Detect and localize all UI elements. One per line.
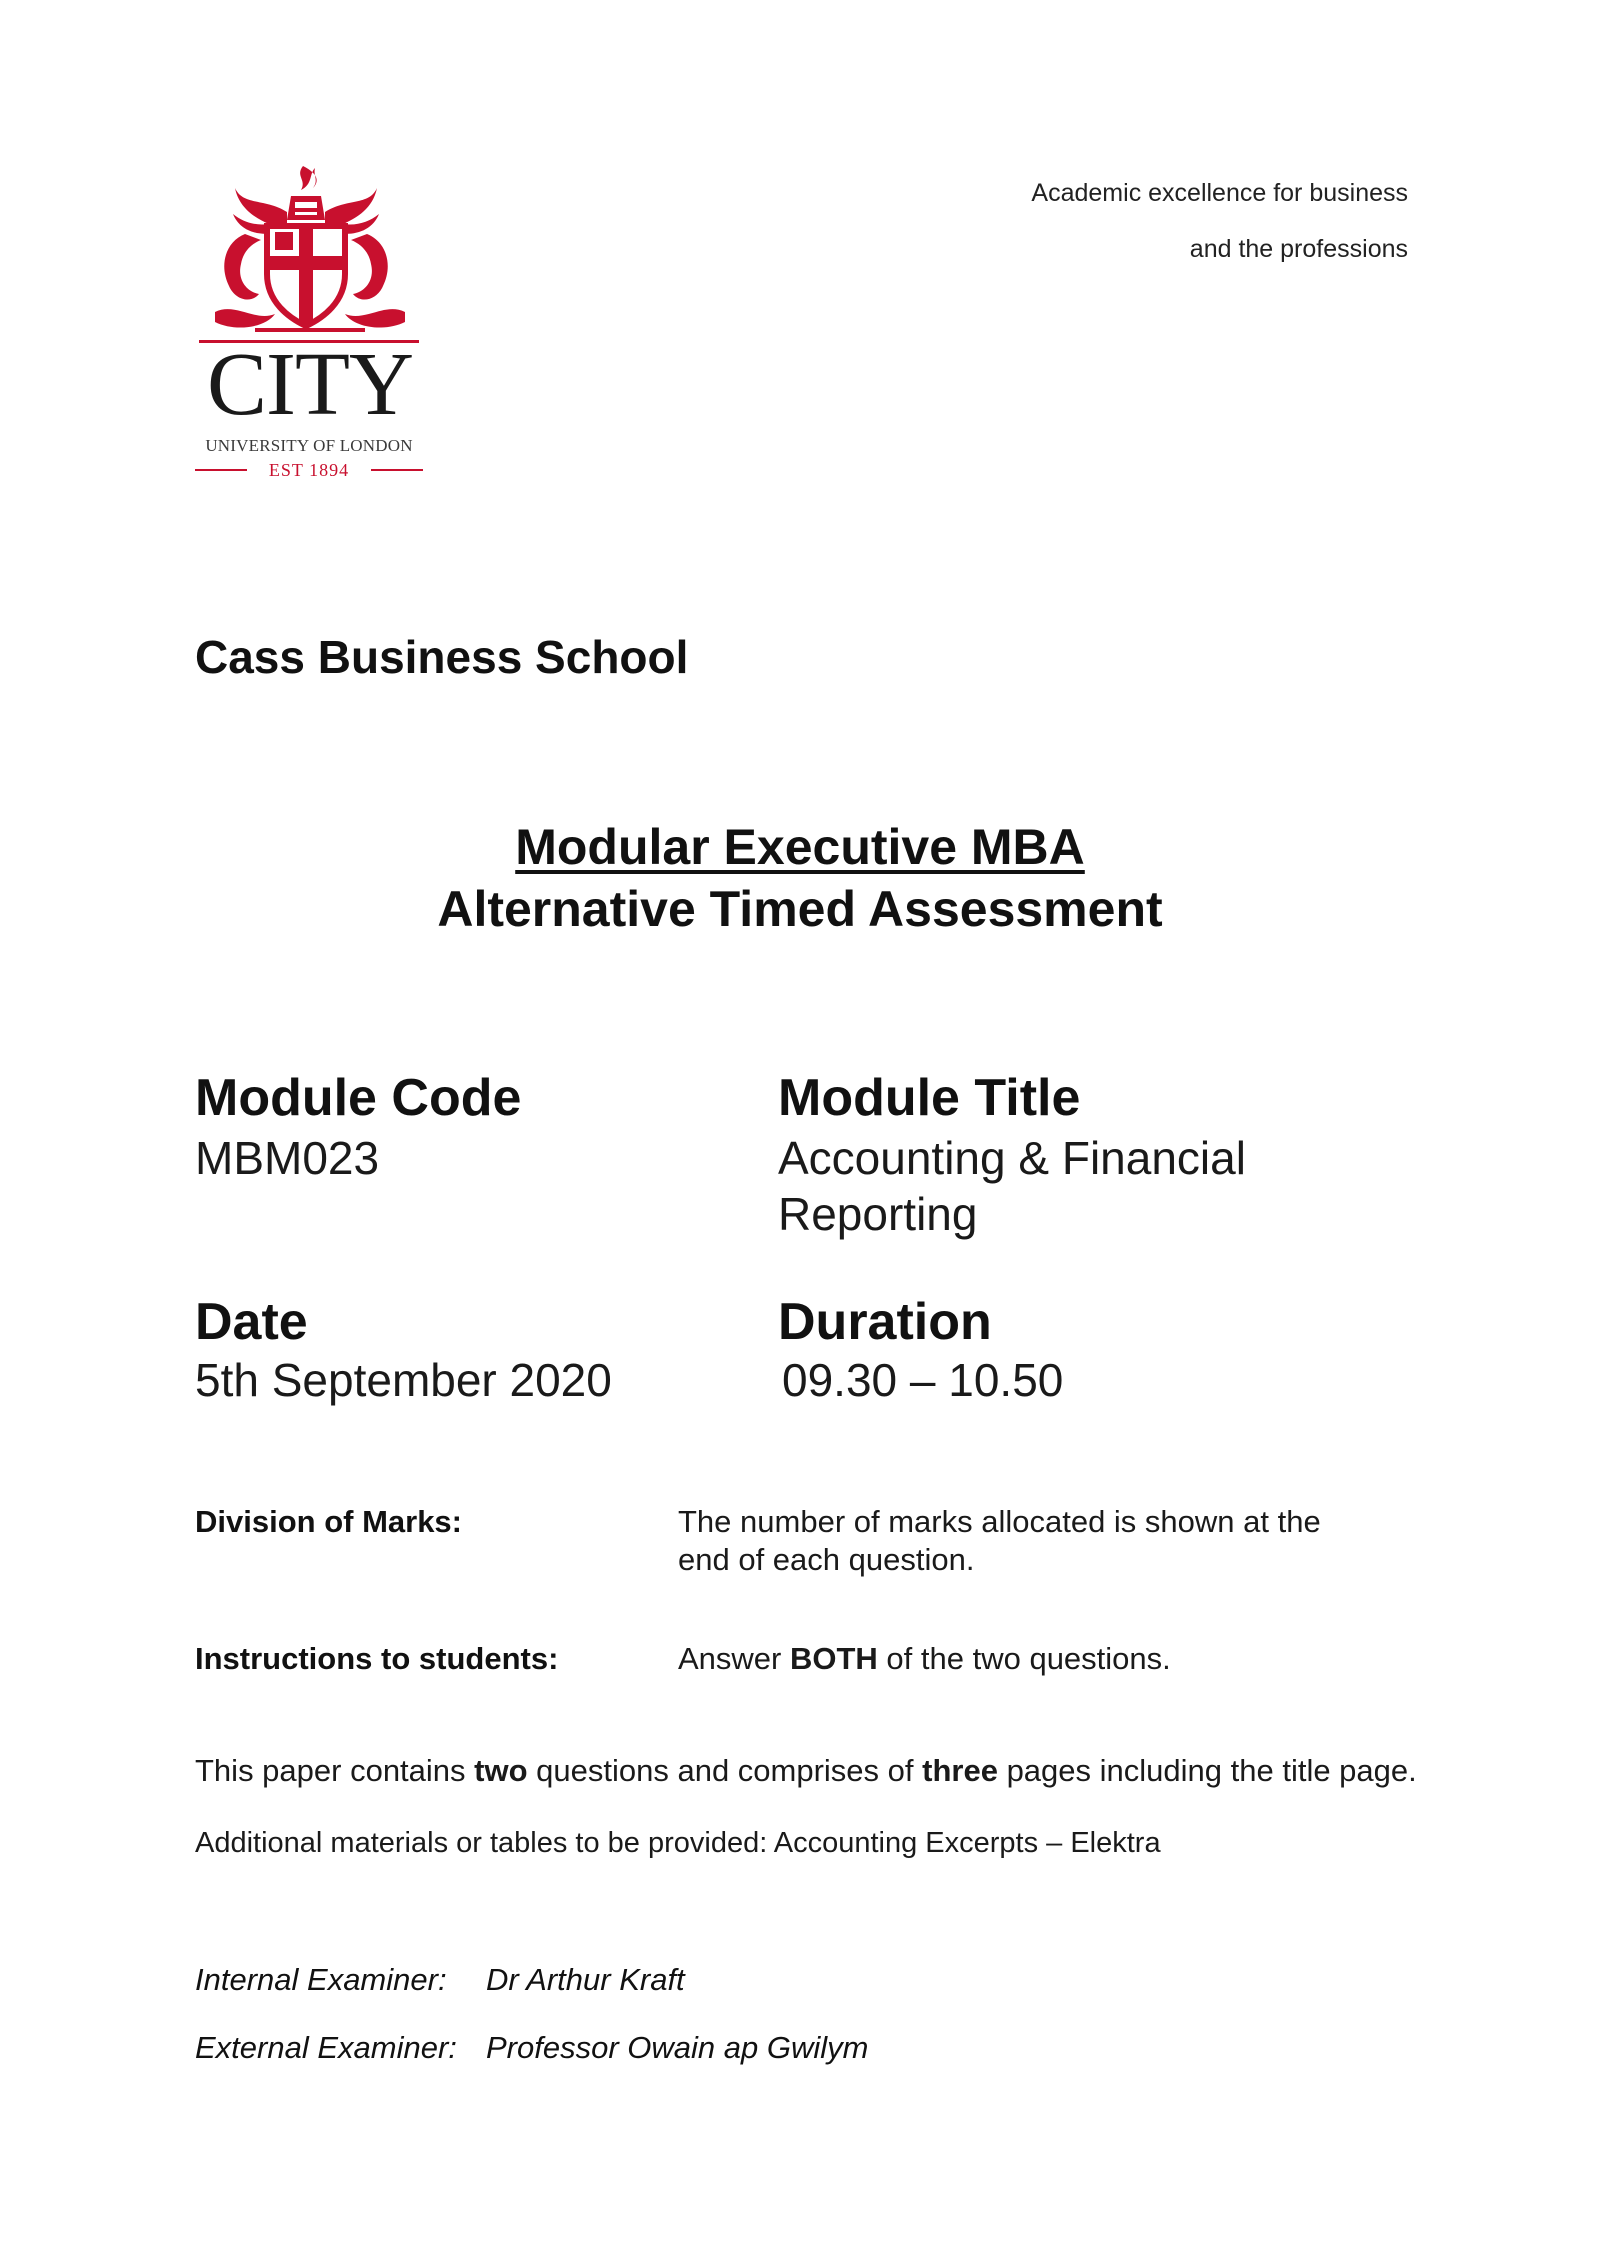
division-of-marks-label: Division of Marks: [195,1504,462,1539]
school-name: Cass Business School [195,631,689,683]
paper-text-1: This paper contains [195,1753,475,1788]
logo-established: EST 1894 [268,460,350,480]
instructions-text-post: of the two questions. [877,1641,1171,1676]
programme-title: Modular Executive MBA [515,819,1085,875]
logo-wordmark: CITY [207,335,413,434]
city-crest-icon [195,162,425,342]
tagline-line-2: and the professions [1189,235,1408,263]
instructions-text-pre: Answer [678,1641,790,1676]
paper-contents-text [195,1752,1417,1790]
external-examiner-name: Professor Owain ap Gwilym [486,2030,869,2065]
module-title-label: Module Title [778,1069,1081,1127]
instructions-text-bold: BOTH [789,1641,878,1676]
division-of-marks-text-line-2: end of each question. [678,1542,975,1577]
date-label: Date [195,1293,308,1351]
module-code-value: MBM023 [195,1132,380,1184]
paper-text-3: pages including the title page. [997,1753,1417,1788]
external-examiner-label: External Examiner: [195,2030,457,2065]
internal-examiner-label: Internal Examiner: [195,1962,447,1997]
instructions-label: Instructions to students: [195,1641,559,1676]
duration-value: 09.30 – 10.50 [782,1354,1064,1406]
paper-text-2: questions and comprises of [527,1753,923,1788]
instructions-text [678,1640,1171,1678]
city-logo [195,162,425,492]
duration-label: Duration [778,1293,992,1351]
additional-materials: Additional materials or tables to be provided: Accounting Excerpts – Elektra [195,1827,1161,1859]
paper-bold-2: three [922,1753,998,1788]
date-value: 5th September 2020 [195,1354,612,1406]
internal-examiner-name: Dr Arthur Kraft [486,1962,685,1997]
assessment-title: Alternative Timed Assessment [437,881,1163,937]
division-of-marks-text-line-1: The number of marks allocated is shown at the [678,1504,1321,1539]
module-title-value-line-1: Accounting & Financial [778,1132,1246,1184]
module-code-label: Module Code [195,1069,522,1127]
paper-bold-1: two [474,1753,528,1788]
logo-subtitle: UNIVERSITY OF LONDON [205,436,413,455]
tagline-line-1: Academic excellence for business [1031,179,1408,207]
module-title-value-line-2: Reporting [778,1188,978,1240]
